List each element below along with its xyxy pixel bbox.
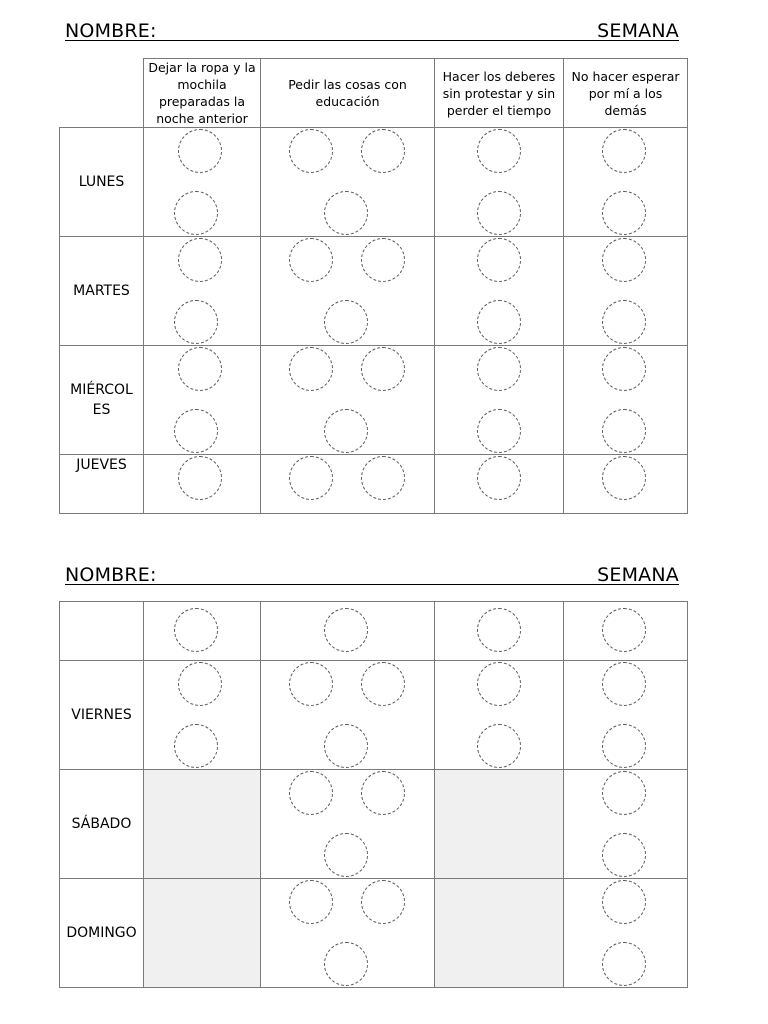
checkbox-circle[interactable]: [602, 191, 646, 235]
cell-sabado-col1-shaded: [144, 770, 261, 879]
cell-lunes-col2: [261, 128, 435, 237]
cell-jueves-cont-col3: [435, 602, 564, 661]
checkbox-circle[interactable]: [602, 129, 646, 173]
checkbox-circle[interactable]: [477, 456, 521, 500]
cell-domingo-col2: [261, 879, 435, 988]
day-label-sabado: [60, 770, 144, 879]
day-text: JUEVES: [76, 457, 127, 473]
checkbox-circle[interactable]: [324, 409, 368, 453]
checkbox-circle[interactable]: [361, 456, 405, 500]
checkbox-circle[interactable]: [477, 300, 521, 344]
checkbox-circle[interactable]: [361, 771, 405, 815]
checkbox-circle[interactable]: [477, 662, 521, 706]
checkbox-circle[interactable]: [602, 833, 646, 877]
checkbox-circle[interactable]: [324, 191, 368, 235]
checkbox-circle[interactable]: [602, 300, 646, 344]
semana-label: SEMANA: [597, 20, 679, 42]
cell-martes-col4: [564, 237, 688, 346]
column-header-pedir-educacion: Pedir las cosas con educación: [261, 59, 435, 128]
checkbox-circle[interactable]: [174, 300, 218, 344]
checkbox-circle[interactable]: [361, 880, 405, 924]
cell-sabado-col2: [261, 770, 435, 879]
checkbox-circle[interactable]: [289, 238, 333, 282]
column-header-ropa-mochila: Dejar la ropa y la mochila preparadas la noche anterior: [144, 59, 261, 128]
cell-viernes-col4: [564, 661, 688, 770]
checkbox-circle[interactable]: [324, 942, 368, 986]
checkbox-circle[interactable]: [178, 347, 222, 391]
checkbox-circle[interactable]: [361, 238, 405, 282]
checkbox-circle[interactable]: [602, 456, 646, 500]
checkbox-circle[interactable]: [477, 608, 521, 652]
cell-martes-col2: [261, 237, 435, 346]
checkbox-circle[interactable]: [289, 456, 333, 500]
checkbox-circle[interactable]: [602, 238, 646, 282]
day-label-domingo: [60, 879, 144, 988]
day-text: DOMINGO: [66, 925, 137, 941]
empty-corner: [60, 59, 144, 128]
checkbox-circle[interactable]: [477, 724, 521, 768]
day-label-lunes: [60, 128, 144, 237]
checkbox-circle[interactable]: [289, 347, 333, 391]
checkbox-circle[interactable]: [477, 409, 521, 453]
cell-lunes-col1: [144, 128, 261, 237]
cell-martes-col1: [144, 237, 261, 346]
cell-miercoles-col4: [564, 346, 688, 455]
cell-miercoles-col2: [261, 346, 435, 455]
semana-label: SEMANA: [597, 564, 679, 586]
checkbox-circle[interactable]: [289, 662, 333, 706]
checkbox-circle[interactable]: [178, 662, 222, 706]
column-header-deberes: Hacer los deberes sin protestar y sin perder el tiempo: [435, 59, 564, 128]
nombre-label: NOMBRE:: [65, 564, 157, 586]
checkbox-circle[interactable]: [324, 724, 368, 768]
checkbox-circle[interactable]: [602, 724, 646, 768]
day-label-continuation: [60, 602, 144, 661]
cell-domingo-col1-shaded: [144, 879, 261, 988]
cell-martes-col3: [435, 237, 564, 346]
cell-jueves-col3: [435, 455, 564, 514]
cell-jueves-col2: [261, 455, 435, 514]
checkbox-circle[interactable]: [602, 942, 646, 986]
cell-jueves-col4: [564, 455, 688, 514]
day-label-miercoles: [60, 346, 144, 455]
checkbox-circle[interactable]: [602, 409, 646, 453]
cell-sabado-col4: [564, 770, 688, 879]
cell-domingo-col3-shaded: [435, 879, 564, 988]
checkbox-circle[interactable]: [324, 300, 368, 344]
cell-miercoles-col3: [435, 346, 564, 455]
cell-jueves-cont-col1: [144, 602, 261, 661]
checkbox-circle[interactable]: [602, 880, 646, 924]
cell-viernes-col3: [435, 661, 564, 770]
day-label-martes: [60, 237, 144, 346]
cell-jueves-col1: [144, 455, 261, 514]
checkbox-circle[interactable]: [602, 662, 646, 706]
checkbox-circle[interactable]: [324, 608, 368, 652]
checkbox-circle[interactable]: [477, 347, 521, 391]
behavior-chart-table: [59, 58, 688, 514]
checkbox-circle[interactable]: [174, 409, 218, 453]
nombre-label: NOMBRE:: [65, 20, 157, 42]
day-text: SÁBADO: [71, 816, 132, 832]
checkbox-circle[interactable]: [477, 129, 521, 173]
cell-jueves-cont-col2: [261, 602, 435, 661]
checkbox-circle[interactable]: [289, 771, 333, 815]
cell-viernes-col2: [261, 661, 435, 770]
column-header-no-hacer-esperar: No hacer esperar por mí a los demás: [564, 59, 688, 128]
cell-sabado-col3-shaded: [435, 770, 564, 879]
cell-lunes-col3: [435, 128, 564, 237]
cell-viernes-col1: [144, 661, 261, 770]
checkbox-circle[interactable]: [174, 191, 218, 235]
day-label-jueves: [60, 455, 144, 514]
day-text: MIÉRCOL ES: [70, 382, 133, 418]
checkbox-circle[interactable]: [289, 880, 333, 924]
name-week-header: [65, 20, 679, 41]
checkbox-circle[interactable]: [178, 456, 222, 500]
checkbox-circle[interactable]: [174, 608, 218, 652]
cell-jueves-cont-col4: [564, 602, 688, 661]
checkbox-circle[interactable]: [602, 771, 646, 815]
cell-miercoles-col1: [144, 346, 261, 455]
checkbox-circle[interactable]: [477, 191, 521, 235]
day-text: MARTES: [73, 283, 130, 299]
checkbox-circle[interactable]: [324, 833, 368, 877]
checkbox-circle[interactable]: [174, 724, 218, 768]
day-text: VIERNES: [71, 707, 132, 723]
cell-lunes-col4: [564, 128, 688, 237]
checkbox-circle[interactable]: [602, 347, 646, 391]
checkbox-circle[interactable]: [289, 129, 333, 173]
checkbox-circle[interactable]: [361, 347, 405, 391]
checkbox-circle[interactable]: [477, 238, 521, 282]
cell-domingo-col4: [564, 879, 688, 988]
name-week-header: [65, 564, 679, 585]
behavior-chart-table-continued: [59, 601, 688, 988]
checkbox-circle[interactable]: [361, 662, 405, 706]
day-label-viernes: [60, 661, 144, 770]
checkbox-circle[interactable]: [361, 129, 405, 173]
day-text: LUNES: [78, 174, 125, 190]
checkbox-circle[interactable]: [178, 129, 222, 173]
checkbox-circle[interactable]: [178, 238, 222, 282]
checkbox-circle[interactable]: [602, 608, 646, 652]
